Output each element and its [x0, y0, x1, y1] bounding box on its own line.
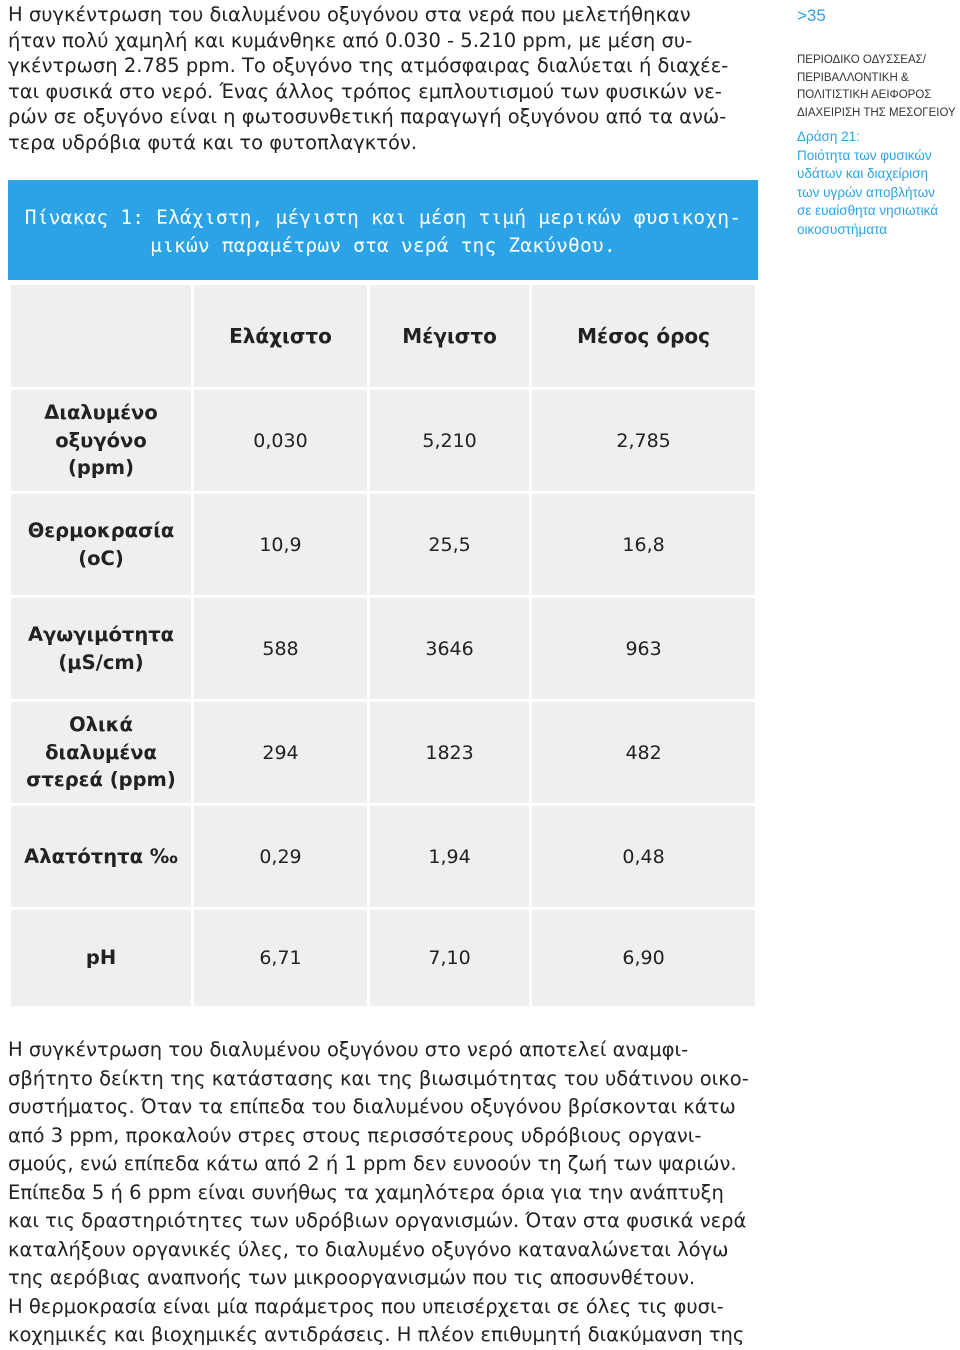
- caption-line: Πίνακας 1: Ελάχιστη, μέγιστη και μέση τιμή μερικών φυσικοχη-: [24, 206, 742, 229]
- table-caption: [8, 204, 758, 260]
- table-cell: 3646: [368, 597, 530, 701]
- table-cell: 25,5: [368, 493, 530, 597]
- intro-line: τερα υδρόβια φυτά και το φυτοπλαγκτόν.: [8, 130, 418, 154]
- outro-line: σμούς, ενώ επίπεδα κάτω από 2 ή 1 ppm δεν ευνοούν τη ζωή των ψαριών.: [8, 1152, 737, 1175]
- outro-line: της αερόβιας αναπνοής των μικροοργανισμών που τις αποσυνθέτουν.: [8, 1266, 696, 1289]
- action-line: Ποιότητα των φυσικών: [797, 147, 932, 163]
- row-label-line: Αγωγιμότητα: [27, 623, 175, 646]
- table-cell: 0,48: [531, 805, 757, 909]
- table-cell: 294: [193, 701, 369, 805]
- intro-line: ται φυσικά στο νερό. Ένας άλλος τρόπος εμπλουτισμού των φυσικών νε-: [8, 79, 722, 103]
- row-label: [10, 493, 193, 597]
- outro-paragraph: [8, 1036, 758, 1350]
- outro-line: σβήτητο δείκτη της κατάστασης και της βιωσιμότητας του υδάτινου οικο-: [8, 1066, 749, 1090]
- outro-line: Επίπεδα 5 ή 6 ppm είναι συνήθως τα χαμηλότερα όρια για την ανάπτυξη: [8, 1180, 724, 1204]
- magazine-title: [797, 52, 956, 122]
- outro-line: και τις δραστηριότητες των υδρόβιων οργανισμών. Όταν στα φυσικά νερά: [8, 1209, 747, 1232]
- row-label-line: (oC): [78, 546, 124, 570]
- table-cell: 10,9: [193, 493, 369, 597]
- row-label: [10, 909, 193, 1008]
- table-row: [10, 909, 757, 1008]
- row-label: [10, 805, 193, 909]
- outro-line: Η θερμοκρασία είναι μία παράμετρος που υπεισέρχεται σε όλες τις φυσι-: [8, 1294, 724, 1318]
- table-cell: 1823: [368, 701, 530, 805]
- table-row: [10, 597, 757, 701]
- row-label-line: (μS/cm): [58, 650, 144, 674]
- row-label-line: (ppm): [67, 456, 135, 480]
- row-label-line: pH: [85, 946, 117, 970]
- magazine-line: ΠΟΛΙΤΙΣΤΙΚΗ ΑΕΙΦΟΡΟΣ: [797, 89, 932, 101]
- table-cell: 5,210: [368, 389, 530, 493]
- intro-line: ήταν πολύ χαμηλή και κυμάνθηκε από 0.030 - 5.210 ppm, με μέση συ-: [8, 28, 693, 52]
- caption-line: μικών παραμέτρων στα νερά της Ζακύνθου.: [150, 234, 616, 257]
- table-row: [10, 805, 757, 909]
- table-cell: 963: [531, 597, 757, 701]
- table-cell: 16,8: [531, 493, 757, 597]
- intro-line: γκέντρωση 2.785 ppm. Το οξυγόνο της ατμόσφαιρας διαλύεται ή διαχέε-: [8, 54, 729, 77]
- table-cell: 1,94: [368, 805, 530, 909]
- row-label-line: Θερμοκρασία: [27, 519, 175, 542]
- table-cell: 2,785: [531, 389, 757, 493]
- outro-line: καταλήξουν οργανικές ύλες, το διαλυμένο οξυγόνο καταναλώνεται λόγω: [8, 1237, 729, 1261]
- table-cell: 6,90: [531, 909, 757, 1008]
- table-cell: 0,29: [193, 805, 369, 909]
- magazine-line: ΠΕΡΙΟΔΙΚΟ ΟΔΥΣΣΕΑΣ/: [797, 54, 926, 66]
- row-label-line: οξυγόνο: [55, 428, 147, 452]
- table-cell: 7,10: [368, 909, 530, 1008]
- table-cell: 588: [193, 597, 369, 701]
- outro-line: συστήματος. Όταν τα επίπεδα του διαλυμένου οξυγόνου βρίσκονται κάτω: [8, 1095, 736, 1118]
- row-label-line: στερεά (ppm): [26, 768, 176, 792]
- action-line: των υγρών αποβλήτων: [797, 184, 935, 200]
- row-label: [10, 597, 193, 701]
- action-line: υδάτων και διαχείριση: [797, 166, 928, 181]
- action-line: οικοσυστήματα: [797, 221, 888, 237]
- row-label: [10, 701, 193, 805]
- table-cell: 6,71: [193, 909, 369, 1008]
- table-header-cell: Μέσος όρος: [531, 284, 757, 389]
- parameters-table: [8, 282, 758, 1009]
- action-title: [797, 128, 938, 239]
- outro-line: από 3 ppm, προκαλούν στρες στους περισσότερους υδρόβιους οργανι-: [8, 1123, 702, 1147]
- table-header-cell: Ελάχιστο: [193, 284, 369, 389]
- table-cell: 0,030: [193, 389, 369, 493]
- intro-line: ρών σε οξυγόνο είναι η φωτοσυνθετική παραγωγή οξυγόνου από τα ανώ-: [8, 105, 727, 128]
- action-line: Δράση 21:: [797, 129, 860, 144]
- row-label-line: Αλατότητα ‰: [24, 844, 178, 868]
- table-row: [10, 389, 757, 493]
- table-header-row: [10, 284, 757, 389]
- table-header-cell: [10, 284, 193, 389]
- magazine-line: ΠΕΡΙΒΑΛΛΟΝΤΙΚΗ &: [797, 71, 909, 84]
- intro-paragraph: [8, 2, 760, 155]
- outro-line: κοχημικές και βιοχημικές αντιδράσεις. Η πλέον επιθυμητή διακύμανση της: [8, 1323, 745, 1346]
- table-cell: 482: [531, 701, 757, 805]
- table-row: [10, 493, 757, 597]
- row-label-line: Ολικά: [69, 713, 133, 737]
- magazine-line: ΔΙΑΧΕΙΡΙΣΗ ΤΗΣ ΜΕΣΟΓΕΙΟΥ: [797, 106, 956, 119]
- row-label-line: Διαλυμένο: [44, 401, 158, 425]
- action-line: σε ευαίσθητα νησιωτικά: [797, 203, 939, 218]
- table-caption-box: [8, 180, 758, 280]
- row-label-line: διαλυμένα: [45, 740, 157, 764]
- intro-line: Η συγκέντρωση του διαλυμένου οξυγόνου στα νερά που μελετήθηκαν: [8, 3, 691, 26]
- row-label: [10, 389, 193, 493]
- outro-line: Η συγκέντρωση του διαλυμένου οξυγόνου στο νερό αποτελεί αναμφι-: [8, 1038, 689, 1061]
- page-number: >35: [797, 6, 826, 25]
- table-header-cell: Μέγιστο: [368, 284, 530, 389]
- table-row: [10, 701, 757, 805]
